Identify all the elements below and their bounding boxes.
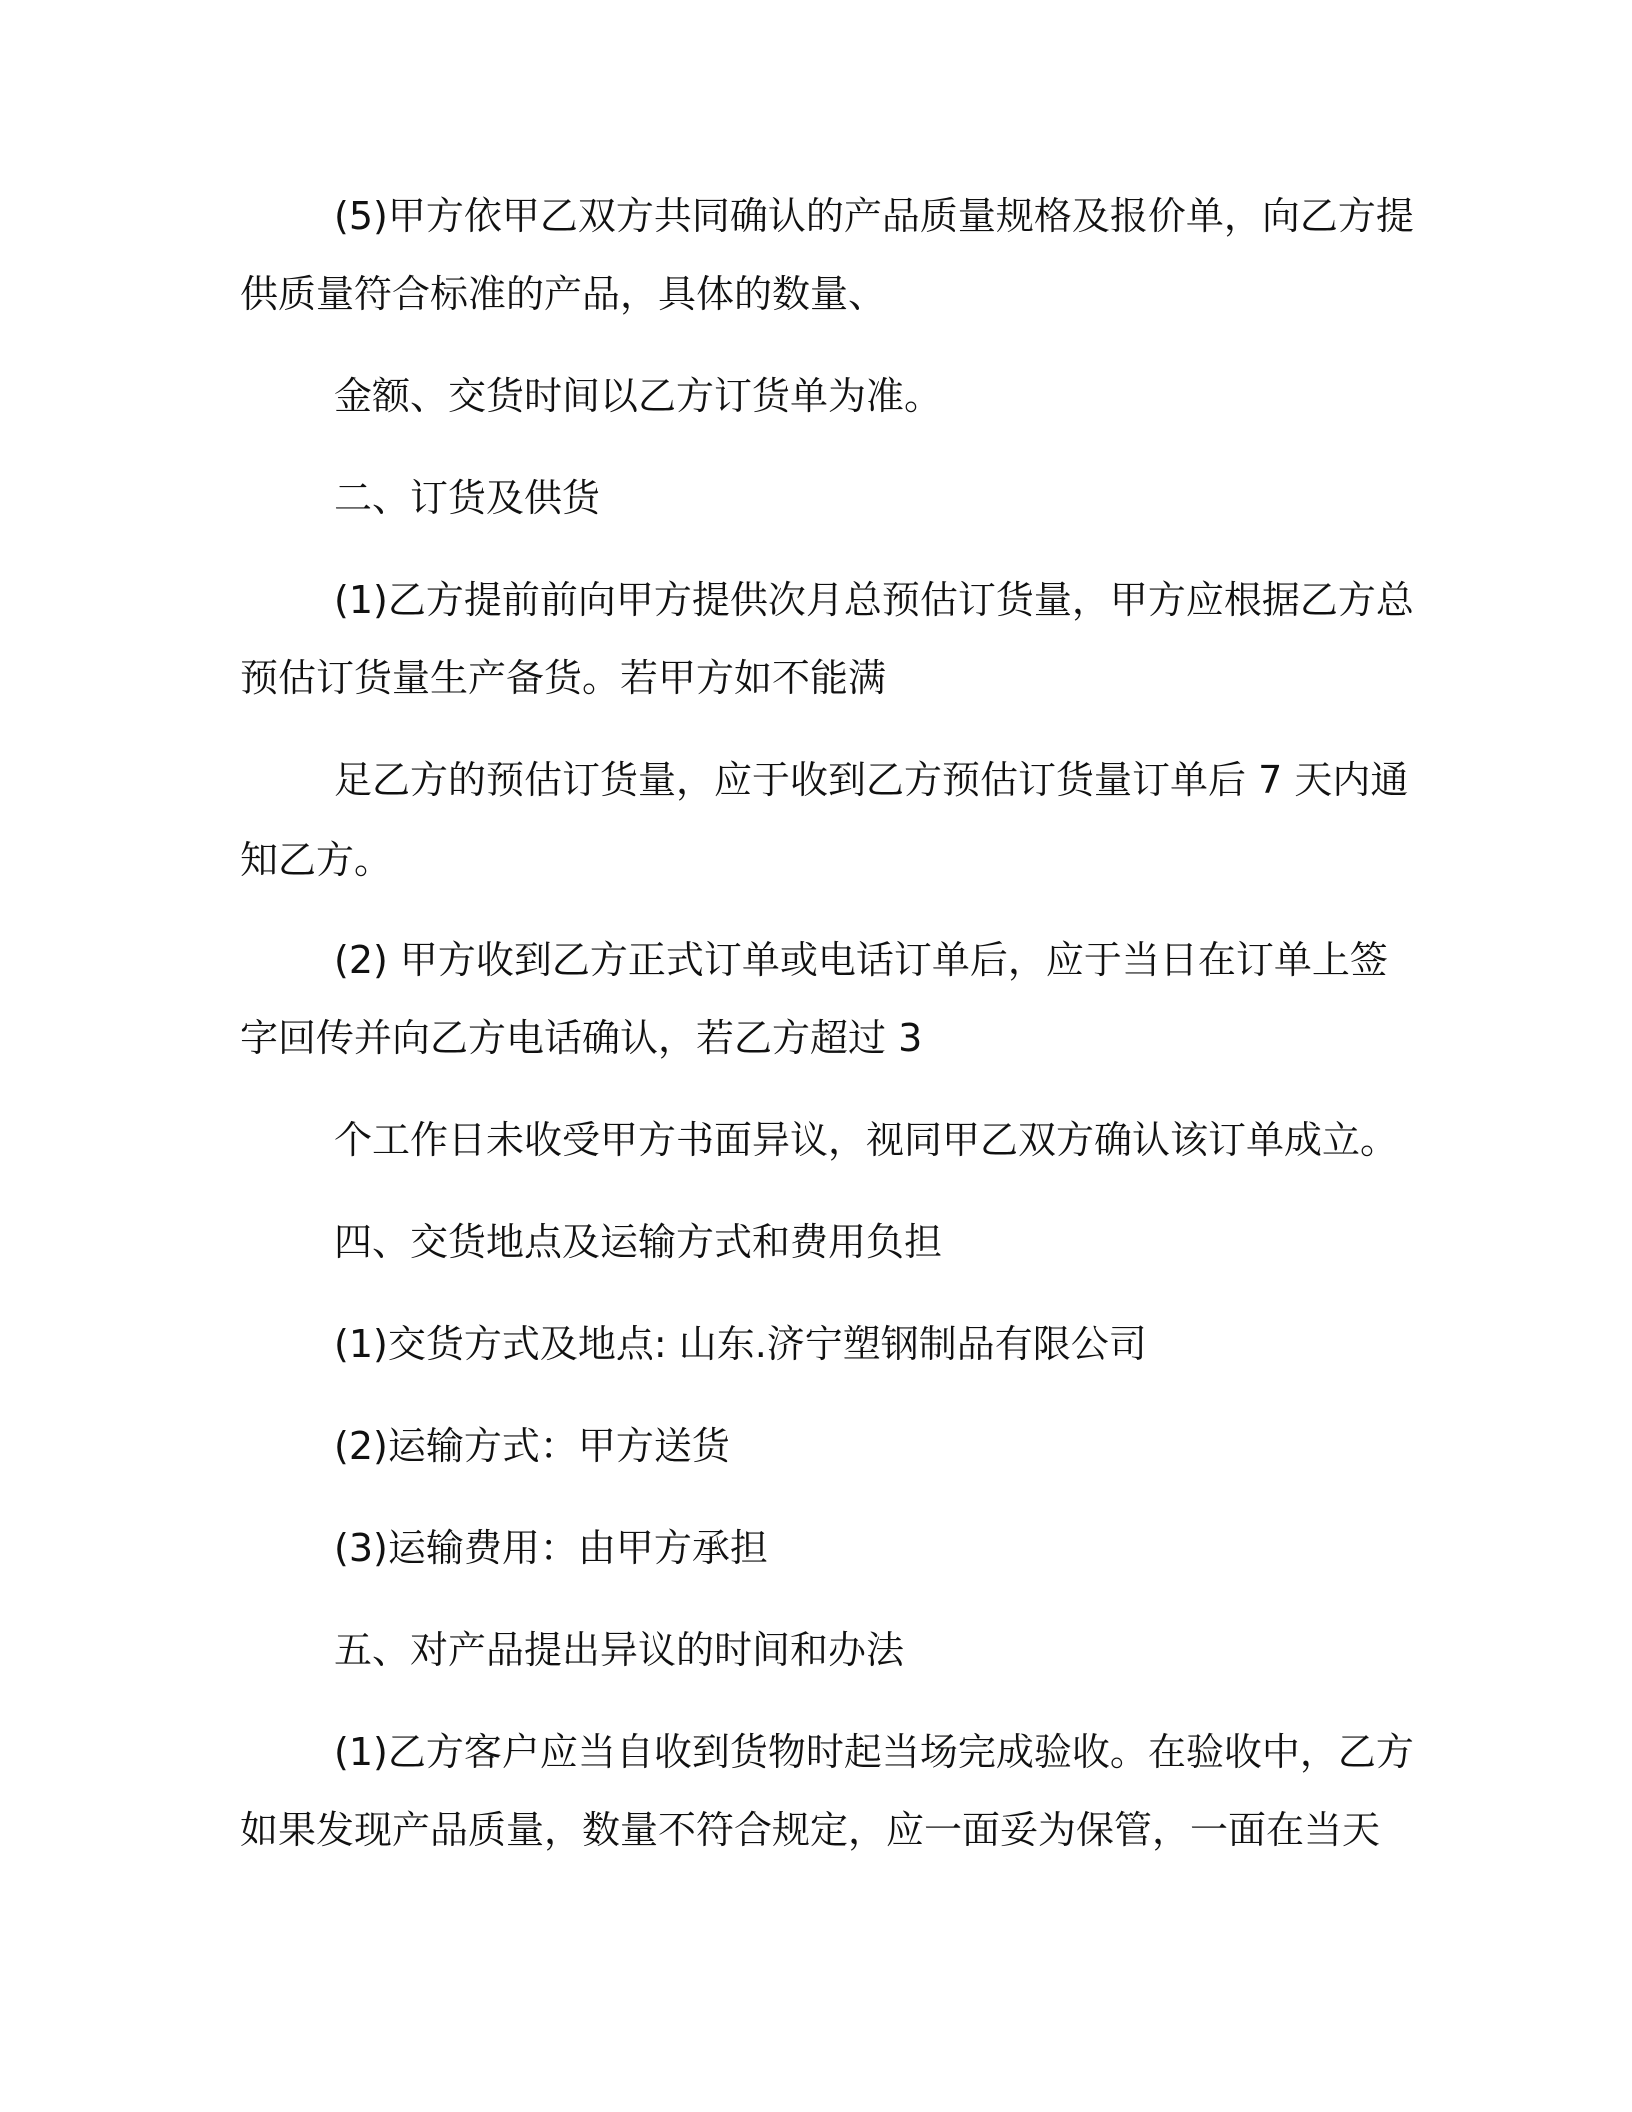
ordering-1-line-3: 足乙方的预估订货量，应于收到乙方预估订货量订单后 7 天内通 <box>334 758 1409 802</box>
ordering-1-line-1: (1)乙方提前前向甲方提供次月总预估订货量，甲方应根据乙方总 <box>334 578 1414 622</box>
delivery-item-3: (3)运输费用：由甲方承担 <box>334 1526 768 1570</box>
section-heading-delivery: 四、交货地点及运输方式和费用负担 <box>334 1220 943 1264</box>
ordering-2-line-3: 个工作日未收受甲方书面异议，视同甲乙双方确认该订单成立。 <box>334 1118 1399 1162</box>
objection-1-line-1: (1)乙方客户应当自收到货物时起当场完成验收。在验收中，乙方 <box>334 1730 1414 1774</box>
ordering-2-line-2: 字回传并向乙方电话确认，若乙方超过 3 <box>240 1016 923 1060</box>
paragraph-5-line-1: (5)甲方依甲乙双方共同确认的产品质量规格及报价单，向乙方提 <box>334 194 1414 238</box>
ordering-1-line-2: 预估订货量生产备货。若甲方如不能满 <box>240 656 887 700</box>
paragraph-5-line-3: 金额、交货时间以乙方订货单为准。 <box>334 374 943 418</box>
ordering-1-line-4: 知乙方。 <box>240 838 393 882</box>
section-heading-ordering: 二、订货及供货 <box>334 476 601 520</box>
section-heading-objection: 五、对产品提出异议的时间和办法 <box>334 1628 905 1672</box>
ordering-2-line-1: (2) 甲方收到乙方正式订单或电话订单后，应于当日在订单上签 <box>334 938 1388 982</box>
objection-1-line-2: 如果发现产品质量，数量不符合规定，应一面妥为保管，一面在当天 <box>240 1808 1381 1852</box>
delivery-item-1: (1)交货方式及地点: 山东.济宁塑钢制品有限公司 <box>334 1322 1147 1366</box>
delivery-item-2: (2)运输方式：甲方送货 <box>334 1424 730 1468</box>
paragraph-5-line-2: 供质量符合标准的产品，具体的数量、 <box>240 272 887 316</box>
